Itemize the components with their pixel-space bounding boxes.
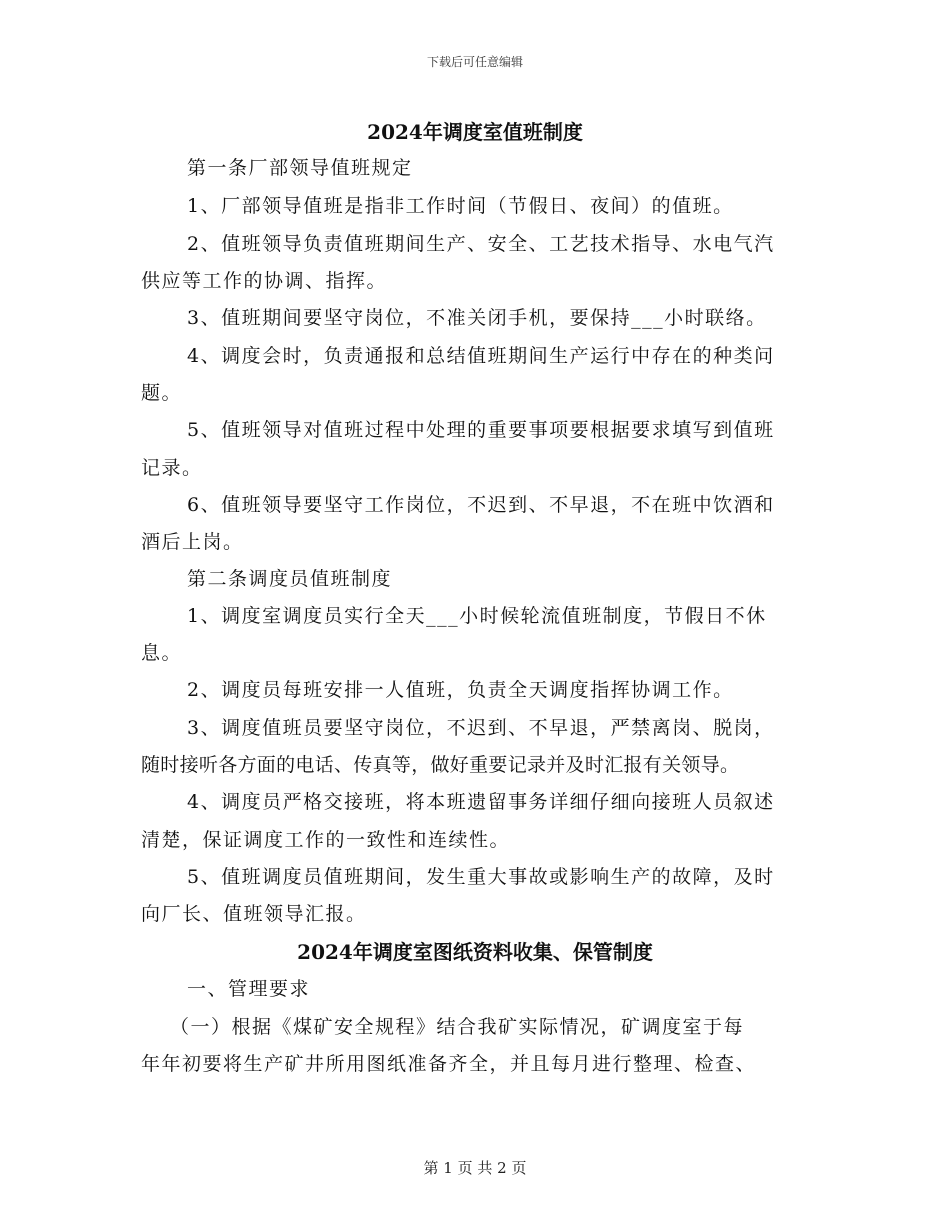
section-title: 2024年调度室图纸资料收集、保管制度 — [297, 940, 653, 964]
paragraph-line: 2、值班领导负责值班期间生产、安全、工艺技术指导、水电气汽 — [187, 233, 775, 255]
paragraph-line: 年年初要将生产矿井所用图纸准备齐全，并且每月进行整理、检查、 — [141, 1053, 757, 1075]
paragraph-line: 5、值班调度员值班期间，发生重大事故或影响生产的故障，及时 — [187, 866, 775, 888]
paragraph-line: 酒后上岗。 — [141, 531, 244, 553]
paragraph-line: 供应等工作的协调、指挥。 — [141, 270, 388, 292]
page-footer: 第 1 页 共 2 页 — [423, 1159, 527, 1177]
paragraph-line: 3、值班期间要坚守岗位，不准关闭手机，要保持___小时联络。 — [187, 307, 767, 329]
paragraph-line: 第一条厂部领导值班规定 — [187, 157, 413, 179]
paragraph-line: 随时接听各方面的电话、传真等，做好重要记录并及时汇报有关领导。 — [141, 754, 740, 776]
paragraph-line: 题。 — [141, 382, 183, 404]
paragraph-line: 2、调度员每班安排一人值班，负责全天调度指挥协调工作。 — [187, 679, 734, 701]
paragraph-line: 3、调度值班员要坚守岗位，不迟到、不早退，严禁离岗、脱岗， — [187, 717, 775, 739]
paragraph-line: 一、管理要求 — [187, 978, 311, 1000]
document-title: 2024年调度室值班制度 — [367, 120, 583, 144]
paragraph-line: 4、调度员严格交接班，将本班遗留事务详细仔细向接班人员叙述 — [187, 791, 775, 813]
paragraph-line: 1、调度室调度员实行全天___小时候轮流值班制度，节假日不休 — [187, 605, 767, 627]
paragraph-line: 息。 — [141, 642, 183, 664]
paragraph-line: 5、值班领导对值班过程中处理的重要事项要根据要求填写到值班 — [187, 419, 775, 441]
paragraph-line: 清楚，保证调度工作的一致性和连续性。 — [141, 829, 511, 851]
paragraph-line: （一）根据《煤矿安全规程》结合我矿实际情况，矿调度室于每 — [170, 1016, 745, 1038]
paragraph-line: 1、厂部领导值班是指非工作时间（节假日、夜间）的值班。 — [187, 195, 734, 217]
page-header: 下载后可任意编辑 — [426, 55, 523, 69]
paragraph-line: 第二条调度员值班制度 — [187, 568, 393, 590]
paragraph-line: 向厂长、值班领导汇报。 — [141, 903, 367, 925]
paragraph-line: 6、值班领导要坚守工作岗位，不迟到、不早退，不在班中饮酒和 — [187, 494, 775, 516]
paragraph-line: 4、调度会时，负责通报和总结值班期间生产运行中存在的种类问 — [187, 345, 775, 367]
paragraph-line: 记录。 — [141, 457, 203, 479]
